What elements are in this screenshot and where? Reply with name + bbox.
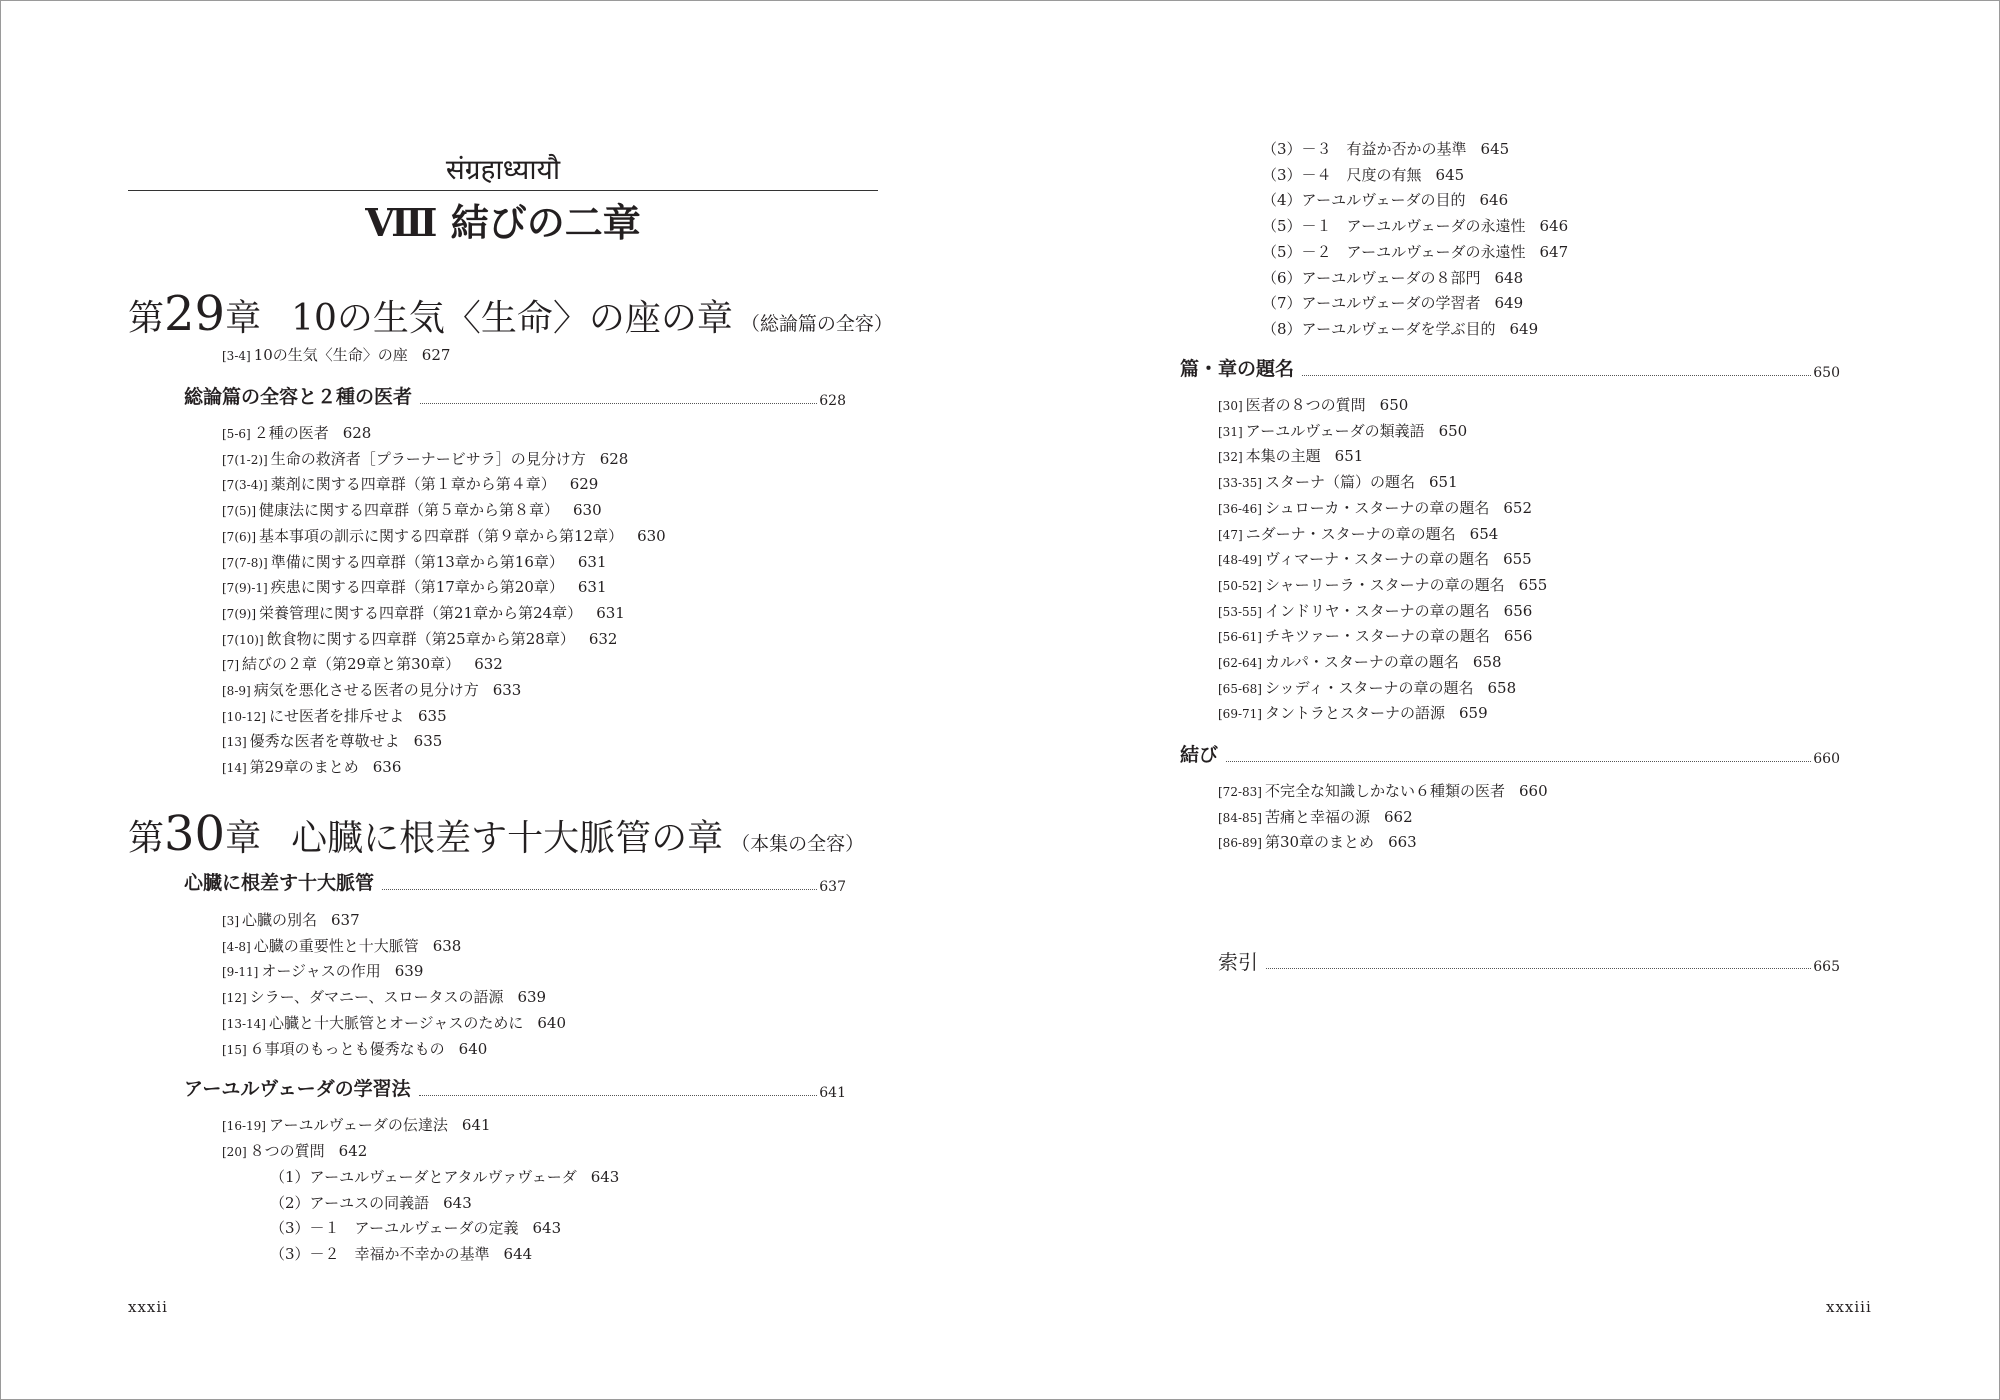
entry-text: （2）アーユスの同義語 (270, 1193, 430, 1212)
entry-text: （5）－１ アーユルヴェーダの永遠性 (1262, 217, 1526, 236)
page-number: 650 (1813, 365, 1840, 381)
page-number: 649 (1509, 319, 1539, 338)
toc-entry[interactable] (1218, 497, 1532, 518)
page-folio-left: xxxii (128, 1298, 168, 1316)
verse-ref: [15] (222, 1042, 247, 1057)
chapter-number: 30 (164, 806, 226, 862)
page-number: 632 (588, 629, 618, 648)
toc-entry[interactable] (222, 1038, 487, 1059)
toc-entry[interactable] (222, 705, 447, 726)
verse-ref: [33-35] (1218, 476, 1262, 491)
verse-ref: [84-85] (1218, 810, 1262, 825)
verse-ref: [31] (1218, 424, 1243, 439)
verse-ref: [16-19] (222, 1119, 266, 1133)
verse-ref: [62-64] (1218, 656, 1262, 670)
entry-text: 心臓の別名 (242, 911, 318, 929)
verse-ref: [13] (222, 735, 247, 750)
entry-text: 苦痛と幸福の源 (1264, 807, 1370, 826)
chapter-prefix: 第 (128, 818, 165, 859)
page-number: 628 (599, 449, 629, 468)
chapter-subtitle: （総論篇の全容） (740, 313, 893, 335)
entry-text: 第29章のまとめ (249, 758, 359, 777)
toc-entry[interactable] (1218, 523, 1498, 544)
page-number: 636 (372, 758, 402, 777)
index-label: 索引 (1218, 950, 1258, 974)
page-number: 643 (443, 1193, 472, 1212)
verse-ref: [10-12] (222, 709, 266, 724)
toc-entry[interactable] (222, 499, 602, 520)
chapter-title: 10の生気〈生命〉の座の章 (291, 298, 733, 339)
entry-text: シャーリーラ・スターナの章の題名 (1264, 575, 1505, 594)
page-folio-right: xxxiii (1826, 1298, 1872, 1316)
page-number: 648 (1494, 268, 1524, 287)
section-heading[interactable] (184, 868, 846, 895)
toc-entry[interactable] (1218, 445, 1363, 466)
verse-ref: [48-49] (1218, 553, 1262, 568)
entry-text: 基本事項の訓示に関する四章群（第９章から第12章） (259, 526, 624, 545)
entry-text: 優秀な医者を尊敬せよ (249, 732, 400, 751)
page-number: 641 (819, 1085, 846, 1101)
toc-entry[interactable] (1218, 420, 1467, 441)
entry-text: カルパ・スターナの章の題名 (1264, 653, 1459, 671)
entry-text: 健康法に関する四章群（第５章から第８章） (259, 501, 560, 520)
entry-text: 不完全な知識しかない６種類の医者 (1264, 782, 1505, 800)
verse-ref: [72-83] (1218, 785, 1262, 799)
page-number: 649 (1494, 294, 1524, 313)
entry-text: （1）アーユルヴェーダとアタルヴァヴェーダ (270, 1168, 577, 1186)
section-heading[interactable] (184, 382, 846, 409)
page-number: 630 (573, 501, 602, 520)
entry-text: （6）アーユルヴェーダの８部門 (1262, 268, 1481, 287)
section-heading[interactable] (1180, 354, 1840, 381)
section-title: アーユルヴェーダの学習法 (184, 1078, 411, 1100)
dot-leader (420, 403, 817, 404)
verse-ref: [20] (222, 1144, 247, 1159)
entry-text: ６事項のもっとも優秀なもの (249, 1039, 445, 1058)
entry-text: 結びの２章（第29章と第30章） (242, 655, 461, 674)
page-number: 655 (1503, 550, 1532, 569)
page-number: 665 (1813, 959, 1840, 975)
page-number: 651 (1334, 447, 1364, 466)
page-number: 629 (569, 475, 599, 494)
entry-text: 生命の救済者［プラーナービサラ］の見分け方 (270, 449, 586, 468)
page-number: 656 (1503, 627, 1533, 646)
toc-entry[interactable] (1218, 471, 1458, 492)
toc-entry[interactable] (222, 960, 423, 981)
entry-text: インドリヤ・スターナの章の題名 (1264, 601, 1490, 620)
entry-text: （3）－４ 尺度の有無 (1262, 165, 1422, 184)
dot-leader (1302, 375, 1811, 376)
toc-entry[interactable] (222, 551, 607, 572)
verse-ref: [7(9)] (222, 606, 256, 621)
page-number: 628 (819, 393, 846, 409)
verse-ref: [86-89] (1218, 836, 1262, 851)
entry-text: アーユルヴェーダの伝達法 (268, 1116, 448, 1134)
entry-text: 栄養管理に関する四章群（第21章から第24章） (259, 603, 583, 622)
entry-text: シッディ・スターナの章の題名 (1264, 678, 1474, 697)
page-number: 640 (458, 1039, 488, 1058)
dot-leader (1226, 761, 1811, 762)
page-number: 644 (503, 1245, 533, 1264)
header-rule (128, 190, 878, 191)
toc-entry[interactable] (222, 756, 401, 777)
page-number: 654 (1469, 524, 1499, 543)
toc-entry[interactable] (1262, 318, 1538, 339)
toc-entry[interactable] (1218, 831, 1417, 852)
verse-ref: [3] (222, 914, 239, 928)
page-number: 641 (461, 1116, 491, 1134)
index-entry[interactable] (1218, 946, 1840, 975)
sanskrit-header: संग्रहाध्यायौ (445, 153, 561, 186)
section-title: 総論篇の全容と２種の医者 (184, 386, 413, 408)
toc-entry[interactable] (222, 679, 521, 700)
verse-ref: [32] (1218, 450, 1243, 465)
verse-ref: [14] (222, 761, 247, 776)
entry-text: スターナ（篇）の題名 (1264, 473, 1415, 492)
verse-ref: [13-14] (222, 1016, 266, 1031)
toc-entry[interactable] (222, 986, 546, 1007)
toc-entry[interactable] (1218, 394, 1408, 415)
chapter-subtitle: （本集の全容） (731, 833, 865, 855)
verse-ref: [8-9] (222, 684, 251, 698)
page-number: 631 (577, 578, 607, 597)
toc-entry[interactable] (222, 653, 503, 674)
verse-ref: [9-11] (222, 965, 259, 980)
toc-entry[interactable] (222, 628, 617, 649)
chapter-29-heading[interactable] (128, 286, 893, 342)
chapter-title: 心臓に根差す十大脈管の章 (291, 818, 724, 859)
section-title: 結び (1180, 744, 1219, 766)
verse-ref: [7(5)] (222, 504, 256, 519)
entry-text: 心臓の重要性と十大脈管 (253, 936, 419, 955)
verse-ref: [7] (222, 658, 239, 673)
toc-entry[interactable] (1262, 241, 1568, 262)
verse-ref: [7(6)] (222, 529, 256, 544)
entry-text: 病気を悪化させる医者の見分け方 (253, 681, 479, 699)
toc-entry[interactable] (1262, 189, 1508, 210)
page-number: 635 (413, 732, 443, 751)
verse-ref: [7(1-2)] (222, 452, 268, 467)
toc-entry[interactable] (1218, 600, 1532, 621)
page-number: 646 (1479, 191, 1509, 210)
page-number: 639 (517, 988, 547, 1007)
toc-entry[interactable] (222, 473, 598, 494)
entry-text: 準備に関する四章群（第13章から第16章） (270, 552, 564, 571)
toc-entry[interactable] (1262, 215, 1568, 236)
entry-text: シュローカ・スターナの章の題名 (1264, 498, 1490, 517)
page-number: 627 (421, 346, 451, 364)
page-number: 643 (532, 1219, 562, 1238)
page-number: 642 (338, 1141, 368, 1160)
toc-entry[interactable] (270, 1243, 532, 1264)
verse-ref: [7(7-8)] (222, 555, 268, 570)
toc-entry[interactable] (222, 422, 371, 443)
entry-text: 第30章のまとめ (1264, 833, 1375, 852)
verse-ref: [36-46] (1218, 501, 1262, 516)
page-number: 663 (1388, 833, 1417, 852)
page-number: 640 (537, 1013, 567, 1032)
entry-text: ニダーナ・スターナの章の題名 (1245, 524, 1456, 543)
entry-text: シラー、ダマニー、スロータスの語源 (249, 988, 504, 1007)
verse-ref: [69-71] (1218, 707, 1262, 722)
toc-entry[interactable] (222, 730, 442, 751)
verse-ref: [47] (1218, 527, 1243, 542)
page-number: 659 (1458, 704, 1488, 723)
page-number: 645 (1480, 140, 1510, 158)
page-number: 631 (577, 552, 607, 571)
toc-entry[interactable] (1218, 780, 1548, 801)
entry-text: タントラとスターナの語源 (1264, 704, 1445, 723)
verse-ref: [50-52] (1218, 578, 1262, 593)
entry-text: （4）アーユルヴェーダの目的 (1262, 191, 1466, 210)
entry-text: （8）アーユルヴェーダを学ぶ目的 (1262, 319, 1496, 338)
entry-text: （3）－３ 有益か否かの基準 (1262, 140, 1467, 158)
toc-entry[interactable] (222, 448, 628, 469)
page-number: 655 (1518, 575, 1548, 594)
entry-text: アーユルヴェーダの類義語 (1245, 421, 1425, 440)
toc-entry[interactable] (222, 1140, 367, 1161)
entry-text: ２種の医者 (253, 424, 329, 442)
toc-entry[interactable] (1218, 651, 1502, 672)
verse-ref: [5-6] (222, 427, 251, 441)
page-number: 658 (1472, 653, 1502, 671)
page-number: 658 (1487, 678, 1517, 697)
entry-text: ８つの質問 (249, 1141, 325, 1160)
entry-text: 疾患に関する四章群（第17章から第20章） (270, 578, 564, 597)
toc-entry[interactable] (222, 602, 625, 623)
verse-ref: [7(9)-1] (222, 581, 268, 596)
toc-entry[interactable] (1262, 267, 1523, 288)
toc-entry[interactable] (222, 525, 666, 546)
section-heading[interactable] (184, 1074, 846, 1101)
chapter-30-heading[interactable] (128, 806, 864, 862)
toc-entry[interactable] (1262, 164, 1464, 185)
toc-entry[interactable] (222, 1012, 566, 1033)
page-number: 647 (1539, 242, 1569, 261)
page-number: 632 (474, 655, 503, 674)
entry-text: （5）－２ アーユルヴェーダの永遠性 (1262, 242, 1526, 261)
entry-text: 本集の主題 (1245, 447, 1321, 466)
toc-entry[interactable] (1218, 806, 1413, 827)
section-title: 篇・章の題名 (1180, 358, 1295, 380)
toc-entry[interactable] (1218, 677, 1516, 698)
toc-entry[interactable] (270, 1166, 619, 1187)
entry-text: （7）アーユルヴェーダの学習者 (1262, 294, 1481, 313)
verse-ref: [56-61] (1218, 630, 1262, 645)
verse-ref: [65-68] (1218, 681, 1262, 696)
toc-entry[interactable] (1262, 138, 1509, 159)
entry-text: 心臓と十大脈管とオージャスのために (268, 1013, 524, 1032)
chapter-number: 29 (164, 286, 226, 342)
chapter-suffix: 章 (225, 298, 262, 339)
part-title: Ⅷ 結びの二章 (365, 200, 641, 245)
toc-entry[interactable] (222, 1114, 491, 1135)
toc-entry[interactable] (222, 909, 360, 930)
verse-ref: [7(3-4)] (222, 478, 268, 493)
page-number: 635 (417, 706, 447, 725)
page-number: 651 (1428, 473, 1458, 492)
page-number: 662 (1383, 807, 1413, 826)
page-number: 656 (1503, 601, 1533, 620)
page-number: 660 (1518, 782, 1548, 800)
toc-entry[interactable] (222, 935, 461, 956)
page-number: 637 (819, 879, 846, 895)
page-number: 639 (394, 962, 424, 981)
page-number: 628 (342, 424, 372, 442)
section-title: 心臓に根差す十大脈管 (184, 872, 375, 894)
dot-leader (382, 889, 817, 890)
chapter-suffix: 章 (225, 818, 262, 859)
page-number: 643 (590, 1168, 620, 1186)
entry-text: 10の生気〈生命〉の座 (253, 346, 408, 364)
page-number: 652 (1503, 498, 1533, 517)
entry-text: 飲食物に関する四章群（第25章から第28章） (266, 629, 575, 648)
page-number: 645 (1435, 165, 1465, 184)
entry-text: ヴィマーナ・スターナの章の題名 (1264, 550, 1490, 569)
entry-text: 医者の８つの質問 (1245, 396, 1366, 414)
toc-entry[interactable] (1218, 625, 1532, 646)
toc-entry[interactable] (1262, 292, 1523, 313)
entry-text: にせ医者を排斥せよ (268, 706, 404, 725)
entry-text: オージャスの作用 (261, 962, 381, 981)
entry-text: チキツァー・スターナの章の題名 (1264, 627, 1490, 646)
verse-ref: [12] (222, 991, 247, 1006)
toc-entry[interactable] (1218, 702, 1488, 723)
toc-entry[interactable] (1218, 574, 1547, 595)
toc-entry[interactable] (270, 1192, 472, 1213)
entry-text: （3）－２ 幸福か不幸かの基準 (270, 1245, 490, 1264)
entry-text: 薬剤に関する四章群（第１章から第４章） (270, 475, 556, 494)
toc-entry[interactable] (222, 344, 450, 365)
dot-leader (419, 1095, 818, 1096)
dot-leader (1266, 968, 1811, 969)
page-number: 638 (432, 936, 462, 955)
toc-entry[interactable] (270, 1217, 561, 1238)
verse-ref: [3-4] (222, 349, 251, 363)
page-number: 631 (596, 603, 625, 622)
page-number: 637 (331, 911, 360, 929)
page-number: 650 (1438, 421, 1468, 440)
page-number: 646 (1539, 217, 1569, 236)
toc-entry[interactable] (222, 576, 607, 597)
verse-ref: [53-55] (1218, 604, 1262, 619)
entry-text: （3）－１ アーユルヴェーダの定義 (270, 1219, 519, 1238)
chapter-prefix: 第 (128, 298, 165, 339)
verse-ref: [4-8] (222, 939, 251, 954)
section-heading[interactable] (1180, 740, 1840, 767)
verse-ref: [7(10)] (222, 632, 264, 647)
verse-ref: [30] (1218, 399, 1243, 413)
page-number: 633 (492, 681, 522, 699)
toc-entry[interactable] (1218, 548, 1532, 569)
page-number: 660 (1813, 751, 1840, 767)
page-number: 650 (1379, 396, 1409, 414)
page-number: 630 (637, 526, 666, 545)
